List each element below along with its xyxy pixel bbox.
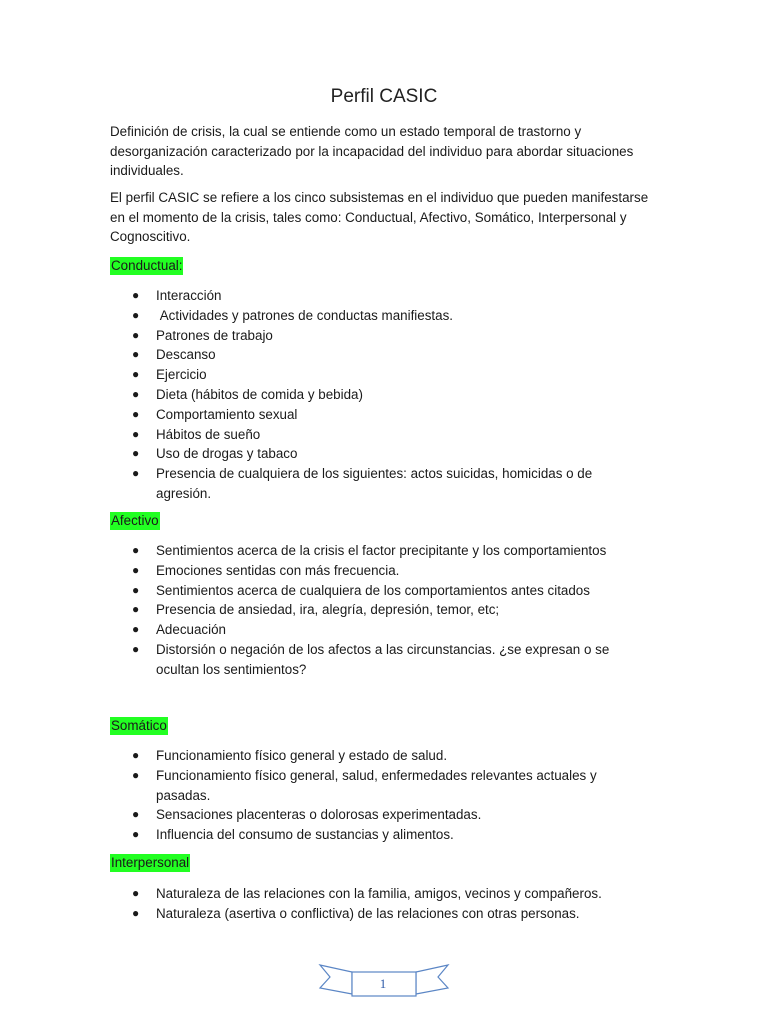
heading-interpersonal: Interpersonal (111, 855, 190, 870)
list-item (110, 365, 650, 385)
bullet-icon: ● (132, 543, 140, 557)
list-item (110, 581, 650, 601)
list-item-text: Ejercicio (156, 367, 207, 383)
casic-paragraph: El perfil CASIC se refiere a los cinco subsistemas en el individuo que pueden manifestarse en el momento de la crisis, tales como: Conductual, Afectivo, Somático, Interpersonal y Cognoscitivo. (110, 190, 649, 244)
bullet-icon: ● (132, 641, 140, 656)
bullet-icon: ● (132, 582, 140, 597)
bullet-icon: ● (132, 307, 140, 322)
bullet-icon: ● (132, 602, 140, 617)
list-item-text: Adecuación (156, 622, 226, 638)
bullet-icon: ● (132, 406, 140, 421)
page-number: 1 (379, 976, 387, 991)
bullet-icon: ● (132, 562, 140, 577)
list-item-text: Sentimientos acerca de la crisis el factor precipitante y los comportamientos (156, 543, 607, 558)
list-item-text: Sentimientos acerca de cualquiera de los comportamientos antes citados (156, 582, 590, 598)
bullet-icon: ● (132, 748, 140, 762)
list-item-text: Actividades y patrones de conductas manifiestas. (156, 307, 454, 323)
heading-afectivo: Afectivo (111, 513, 159, 528)
list-item-text: Presencia de cualquiera de los siguientes: actos suicidas, homicidas o de agresión. (156, 466, 596, 501)
list-item-text: Distorsión o negación de los afectos a las circunstancias. ¿se expresan o se ocultan los sentimientos? (156, 641, 614, 677)
list-item-text: Funcionamiento físico general, salud, enfermedades relevantes actuales y pasadas. (156, 767, 601, 803)
list-item (110, 620, 650, 640)
page-title: Perfil CASIC (330, 86, 438, 107)
bullet-icon: ● (132, 807, 140, 822)
bullet-icon: ● (132, 827, 140, 842)
list-item-text: Descanso (156, 347, 216, 363)
bullet-icon: ● (132, 327, 140, 342)
list-interpersonal (110, 884, 650, 924)
bullet-icon: ● (132, 622, 140, 637)
list-item (110, 825, 650, 845)
bullet-icon: ● (132, 367, 140, 382)
bullet-icon: ● (132, 466, 140, 481)
list-item (110, 541, 650, 561)
list-item-text: Patrones de trabajo (156, 327, 273, 343)
list-item-text: Dieta (hábitos de comida y bebida) (156, 386, 363, 402)
list-item-text: Hábitos de sueño (156, 426, 261, 442)
list-item (110, 345, 650, 365)
bullet-icon: ● (132, 767, 140, 782)
list-item (110, 286, 650, 306)
list-item-text: Emociones sentidas con más frecuencia. (156, 562, 400, 578)
list-item-text: Interacción (156, 288, 222, 303)
list-item-text: Naturaleza (asertiva o conflictiva) de las relaciones con otras personas. (156, 905, 580, 921)
list-item (110, 385, 650, 405)
list-somatico (110, 746, 650, 845)
bullet-icon: ● (132, 347, 140, 362)
list-item-text: Presencia de ansiedad, ira, alegría, depresión, temor, etc; (156, 602, 500, 618)
bullet-icon: ● (132, 386, 140, 401)
heading-somatico: Somático (111, 718, 167, 733)
list-item (110, 405, 650, 425)
bullet-icon: ● (132, 288, 140, 302)
list-item-text: Uso de drogas y tabaco (156, 446, 298, 462)
list-item (110, 766, 650, 806)
bullet-icon: ● (132, 886, 140, 900)
list-item (110, 746, 650, 766)
heading-conductual: Conductual: (111, 258, 183, 273)
list-item-text: Influencia del consumo de sustancias y alimentos. (156, 827, 454, 843)
list-item-text: Naturaleza de las relaciones con la familia, amigos, vecinos y compañeros. (156, 886, 602, 901)
bullet-icon: ● (132, 446, 140, 461)
list-item (110, 561, 650, 581)
list-item (110, 306, 650, 326)
list-item (110, 444, 650, 464)
list-item (110, 640, 650, 680)
list-item (110, 805, 650, 825)
list-item (110, 904, 650, 924)
definition-paragraph: Definición de crisis, la cual se entiende como un estado temporal de trastorno y desorganización caracterizado por la incapacidad del individuo para abordar situaciones individuales. (110, 124, 634, 178)
list-item-text: Comportamiento sexual (156, 406, 298, 422)
list-item (110, 425, 650, 445)
bullet-icon: ● (132, 426, 140, 441)
list-item-text: Sensaciones placenteras o dolorosas experimentadas. (156, 807, 482, 823)
list-conductual (110, 286, 650, 504)
list-item (110, 600, 650, 620)
list-item (110, 464, 650, 504)
list-afectivo (110, 541, 650, 680)
list-item (110, 326, 650, 346)
list-item (110, 884, 650, 904)
list-item-text: Funcionamiento físico general y estado de salud. (156, 748, 448, 763)
bullet-icon: ● (132, 905, 140, 920)
